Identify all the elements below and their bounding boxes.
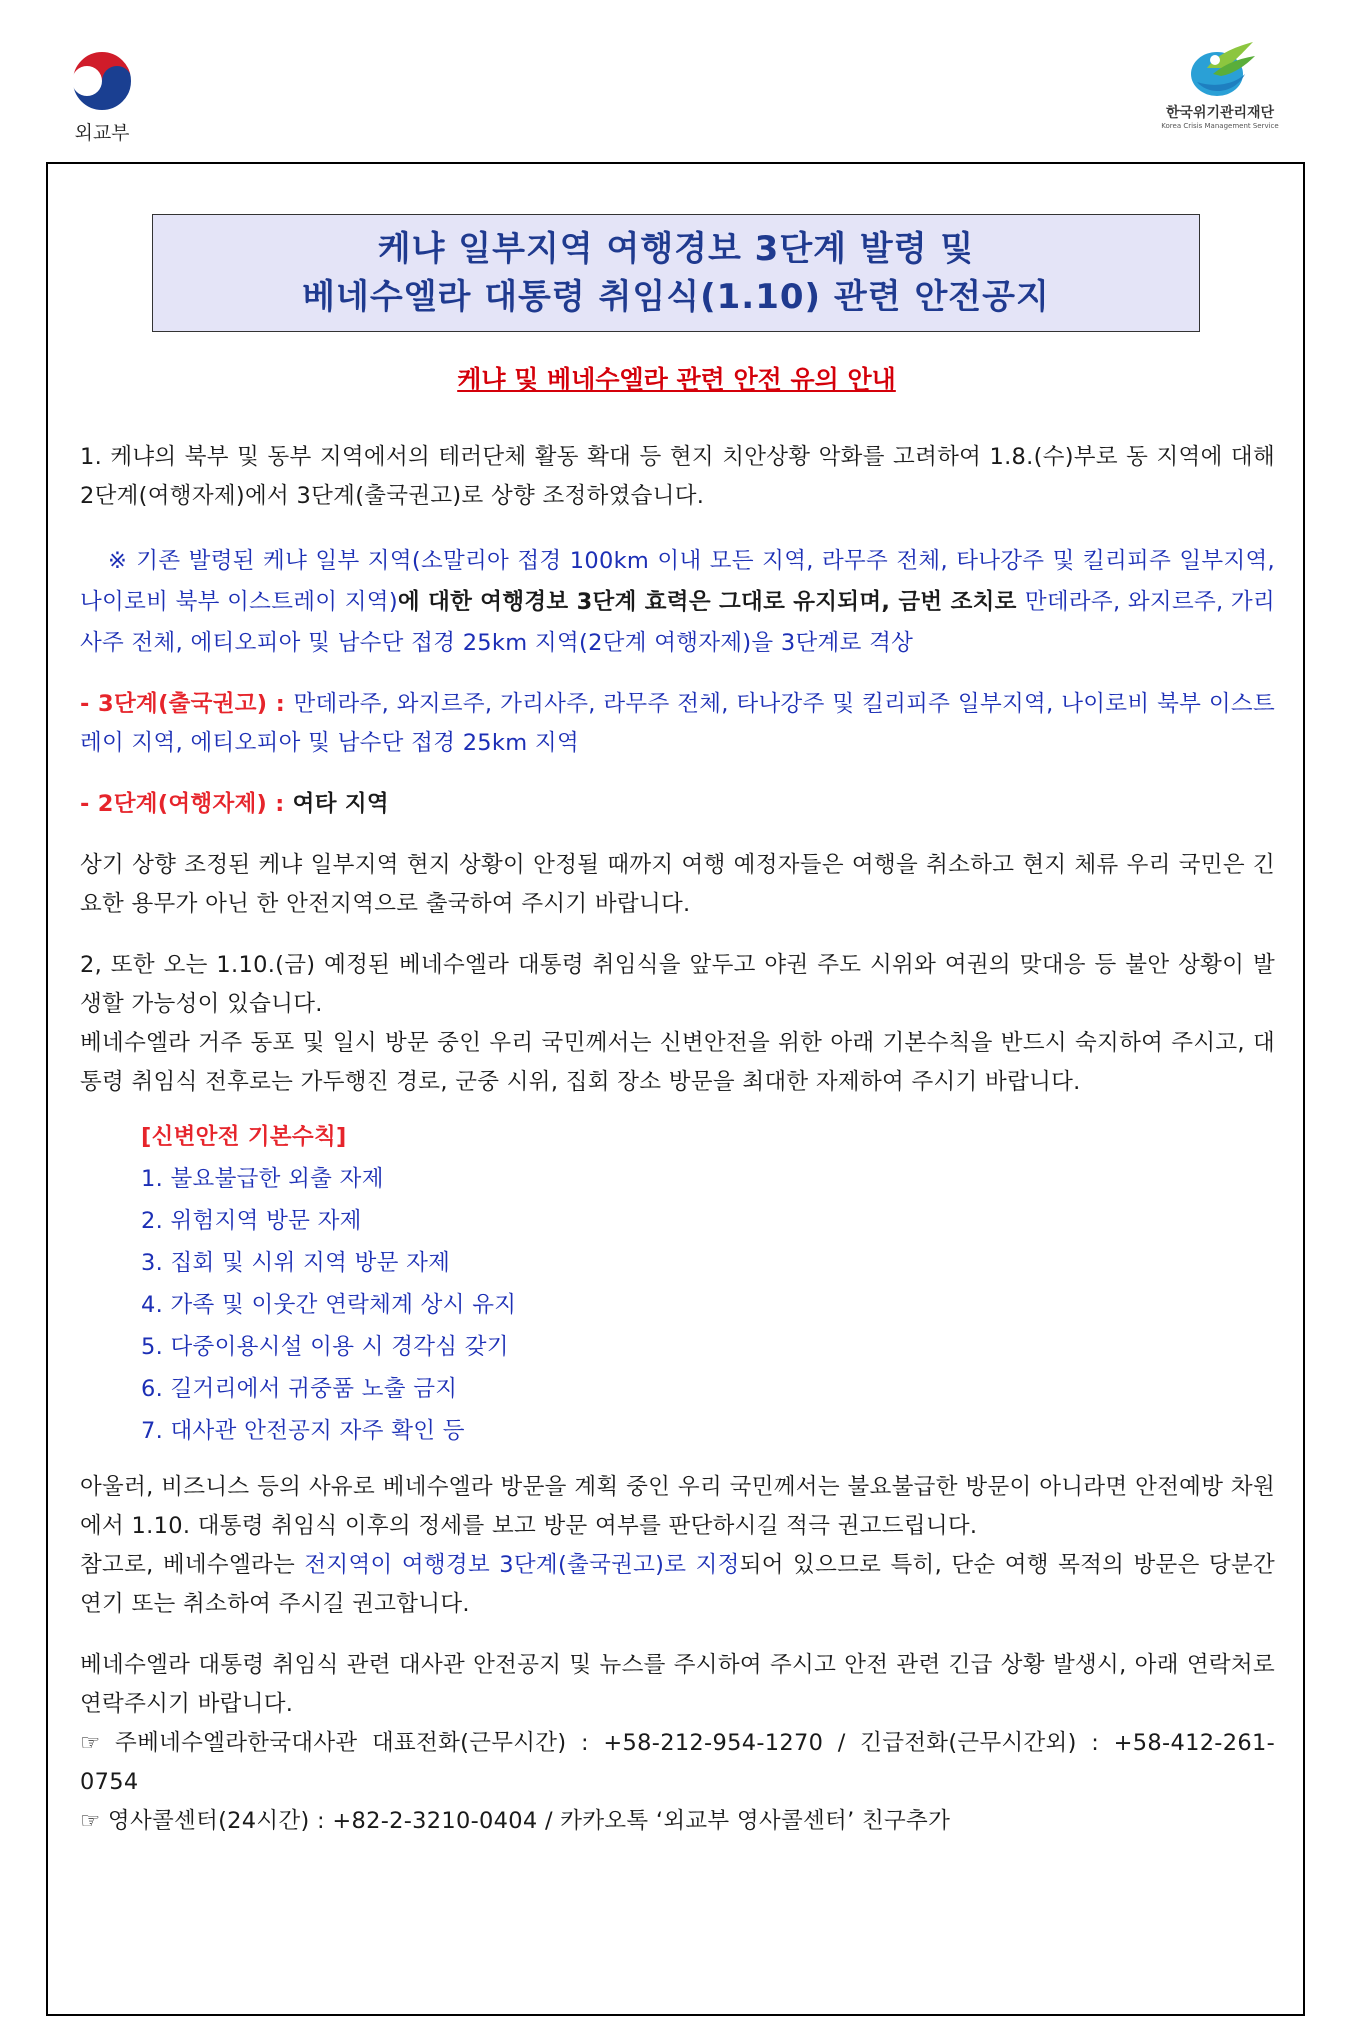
safety-rule-item: 6. 길거리에서 귀중품 노출 금지 <box>141 1376 458 1402</box>
safety-rules-list <box>141 1116 1275 1452</box>
para4-highlight: 전지역이 여행경보 3단계(출국권고)로 지정 <box>304 1552 740 1578</box>
section1-closing: 상기 상향 조정된 케냐 일부지역 현지 상황이 안정될 때까지 여행 예정자들은 여행을 취소하고 현지 체류 우리 국민은 긴요한 용무가 아닌 한 안전지역으로 출국하여 주시기 바랍니다. <box>80 852 1275 917</box>
safety-rule-item: 7. 대사관 안전공지 자주 확인 등 <box>141 1418 465 1444</box>
note-black-1: 에 대한 여행경보 3단계 효력은 그대로 유지되며, 금번 조치로 <box>397 589 1025 615</box>
level2-text: 여타 지역 <box>292 791 389 817</box>
section2-paragraph-3: 아울러, 비즈니스 등의 사유로 베네수엘라 방문을 계획 중인 우리 국민께서는 불요불급한 방문이 아니라면 안전예방 차원에서 1.10. 대통령 취임식 이후의 정세를 보고 방문 여부를 판단하시길 적극 권고드립니다. <box>80 1474 1275 1539</box>
kcms-logo <box>1130 38 1310 130</box>
notice-title-box <box>152 214 1200 332</box>
safety-rule-item: 3. 집회 및 시위 지역 방문 자제 <box>141 1250 451 1276</box>
level3-line <box>80 685 1275 763</box>
level2-label: - 2단계(여행자제) : <box>80 791 293 817</box>
title-line-1: 케냐 일부지역 여행경보 3단계 발령 및 <box>377 229 975 269</box>
notice-subtitle: 케냐 및 베네수엘라 관련 안전 유의 안내 <box>457 365 896 394</box>
kcms-logo-label: 한국위기관리재단 <box>1165 105 1275 121</box>
level3-text: 만데라주, 와지르주, 가리사주, 라무주 전체, 타나강주 및 킬리피주 일부지역, 나이로비 북부 이스트레이 지역, 에티오피아 및 남수단 접경 25km 지역 <box>80 691 1275 756</box>
section2-paragraph-5: 베네수엘라 대통령 취임식 관련 대사관 안전공지 및 뉴스를 주시하여 주시고 안전 관련 긴급 상황 발생시, 아래 연락처로 연락주시기 바랍니다. <box>80 1652 1275 1717</box>
note-blue-2: 만데라주, 와지르주, 가리사주 전체, 에티오피아 및 남수단 접경 25km 지역(2단계 여행자제)을 3단계로 격상 <box>80 589 1276 656</box>
safety-rule-item: 5. 다중이용시설 이용 시 경각심 갖기 <box>141 1334 509 1360</box>
embassy-contact: ☞ 주베네수엘라한국대사관 대표전화(근무시간) : +58-212-954-1270 / 긴급전화(근무시간외) : +58-412-261-0754 <box>80 1730 1275 1795</box>
section2-paragraph-1: 2, 또한 오는 1.10.(금) 예정된 베네수엘라 대통령 취임식을 앞두고 야권 주도 시위와 여권의 맞대응 등 불안 상황이 발생할 가능성이 있습니다. <box>80 952 1275 1017</box>
title-line-2: 베네수엘라 대통령 취임식(1.10) 관련 안전공지 <box>302 277 1050 317</box>
safety-rule-item: 4. 가족 및 이웃간 연락체계 상시 유지 <box>141 1292 517 1318</box>
notice-body <box>80 438 1275 1841</box>
taeguk-emblem-icon <box>69 48 135 114</box>
call-center-contact: ☞ 영사콜센터(24시간) : +82-2-3210-0404 / 카카오톡 ‘외교부 영사콜센터’ 친구추가 <box>80 1808 951 1834</box>
safety-rule-item: 2. 위험지역 방문 자제 <box>141 1208 362 1234</box>
section2-paragraph-2: 베네수엘라 거주 동포 및 일시 방문 중인 우리 국민께서는 신변안전을 위한 아래 기본수칙을 반드시 숙지하여 주시고, 대통령 취임식 전후로는 가두행진 경로, 군중 시위, 집회 장소 방문을 최대한 자제하여 주시기 바랍니다. <box>80 1030 1275 1095</box>
level3-label: - 3단계(출국권고) : <box>80 691 294 717</box>
section2-paragraph-4 <box>80 1546 1275 1624</box>
section1-paragraph: 1. 케냐의 북부 및 동부 지역에서의 테러단체 활동 확대 등 현지 치안상황 악화를 고려하여 1.8.(수)부로 동 지역에 대해 2단계(여행자제)에서 3단계(출국권고)로 상향 조정하였습니다. <box>80 444 1275 509</box>
mofa-logo <box>62 48 142 145</box>
section1-note <box>80 541 1275 664</box>
mofa-logo-label: 외교부 <box>74 122 130 144</box>
para4-end: 되어 있으므로 특히, 단순 여행 목적의 방문은 당분간 연기 또는 취소하여 주시길 권고합니다. <box>80 1552 1276 1617</box>
safety-rules-title: [신변안전 기본수칙] <box>141 1124 347 1150</box>
kcms-logo-sub: Korea Crisis Management Service <box>1161 122 1279 130</box>
level2-line <box>80 785 1275 824</box>
kcms-emblem-icon <box>1183 38 1257 100</box>
para4-start: 참고로, 베네수엘라는 <box>80 1552 305 1578</box>
note-blue-1: ※ 기존 발령된 케냐 일부 지역(소말리아 접경 100km 이내 모든 지역, 라무주 전체, 타나강주 및 킬리피주 일부지역, 나이로비 북부 이스트레이 지역) <box>80 548 1275 615</box>
safety-rule-item: 1. 불요불급한 외출 자제 <box>141 1166 384 1192</box>
